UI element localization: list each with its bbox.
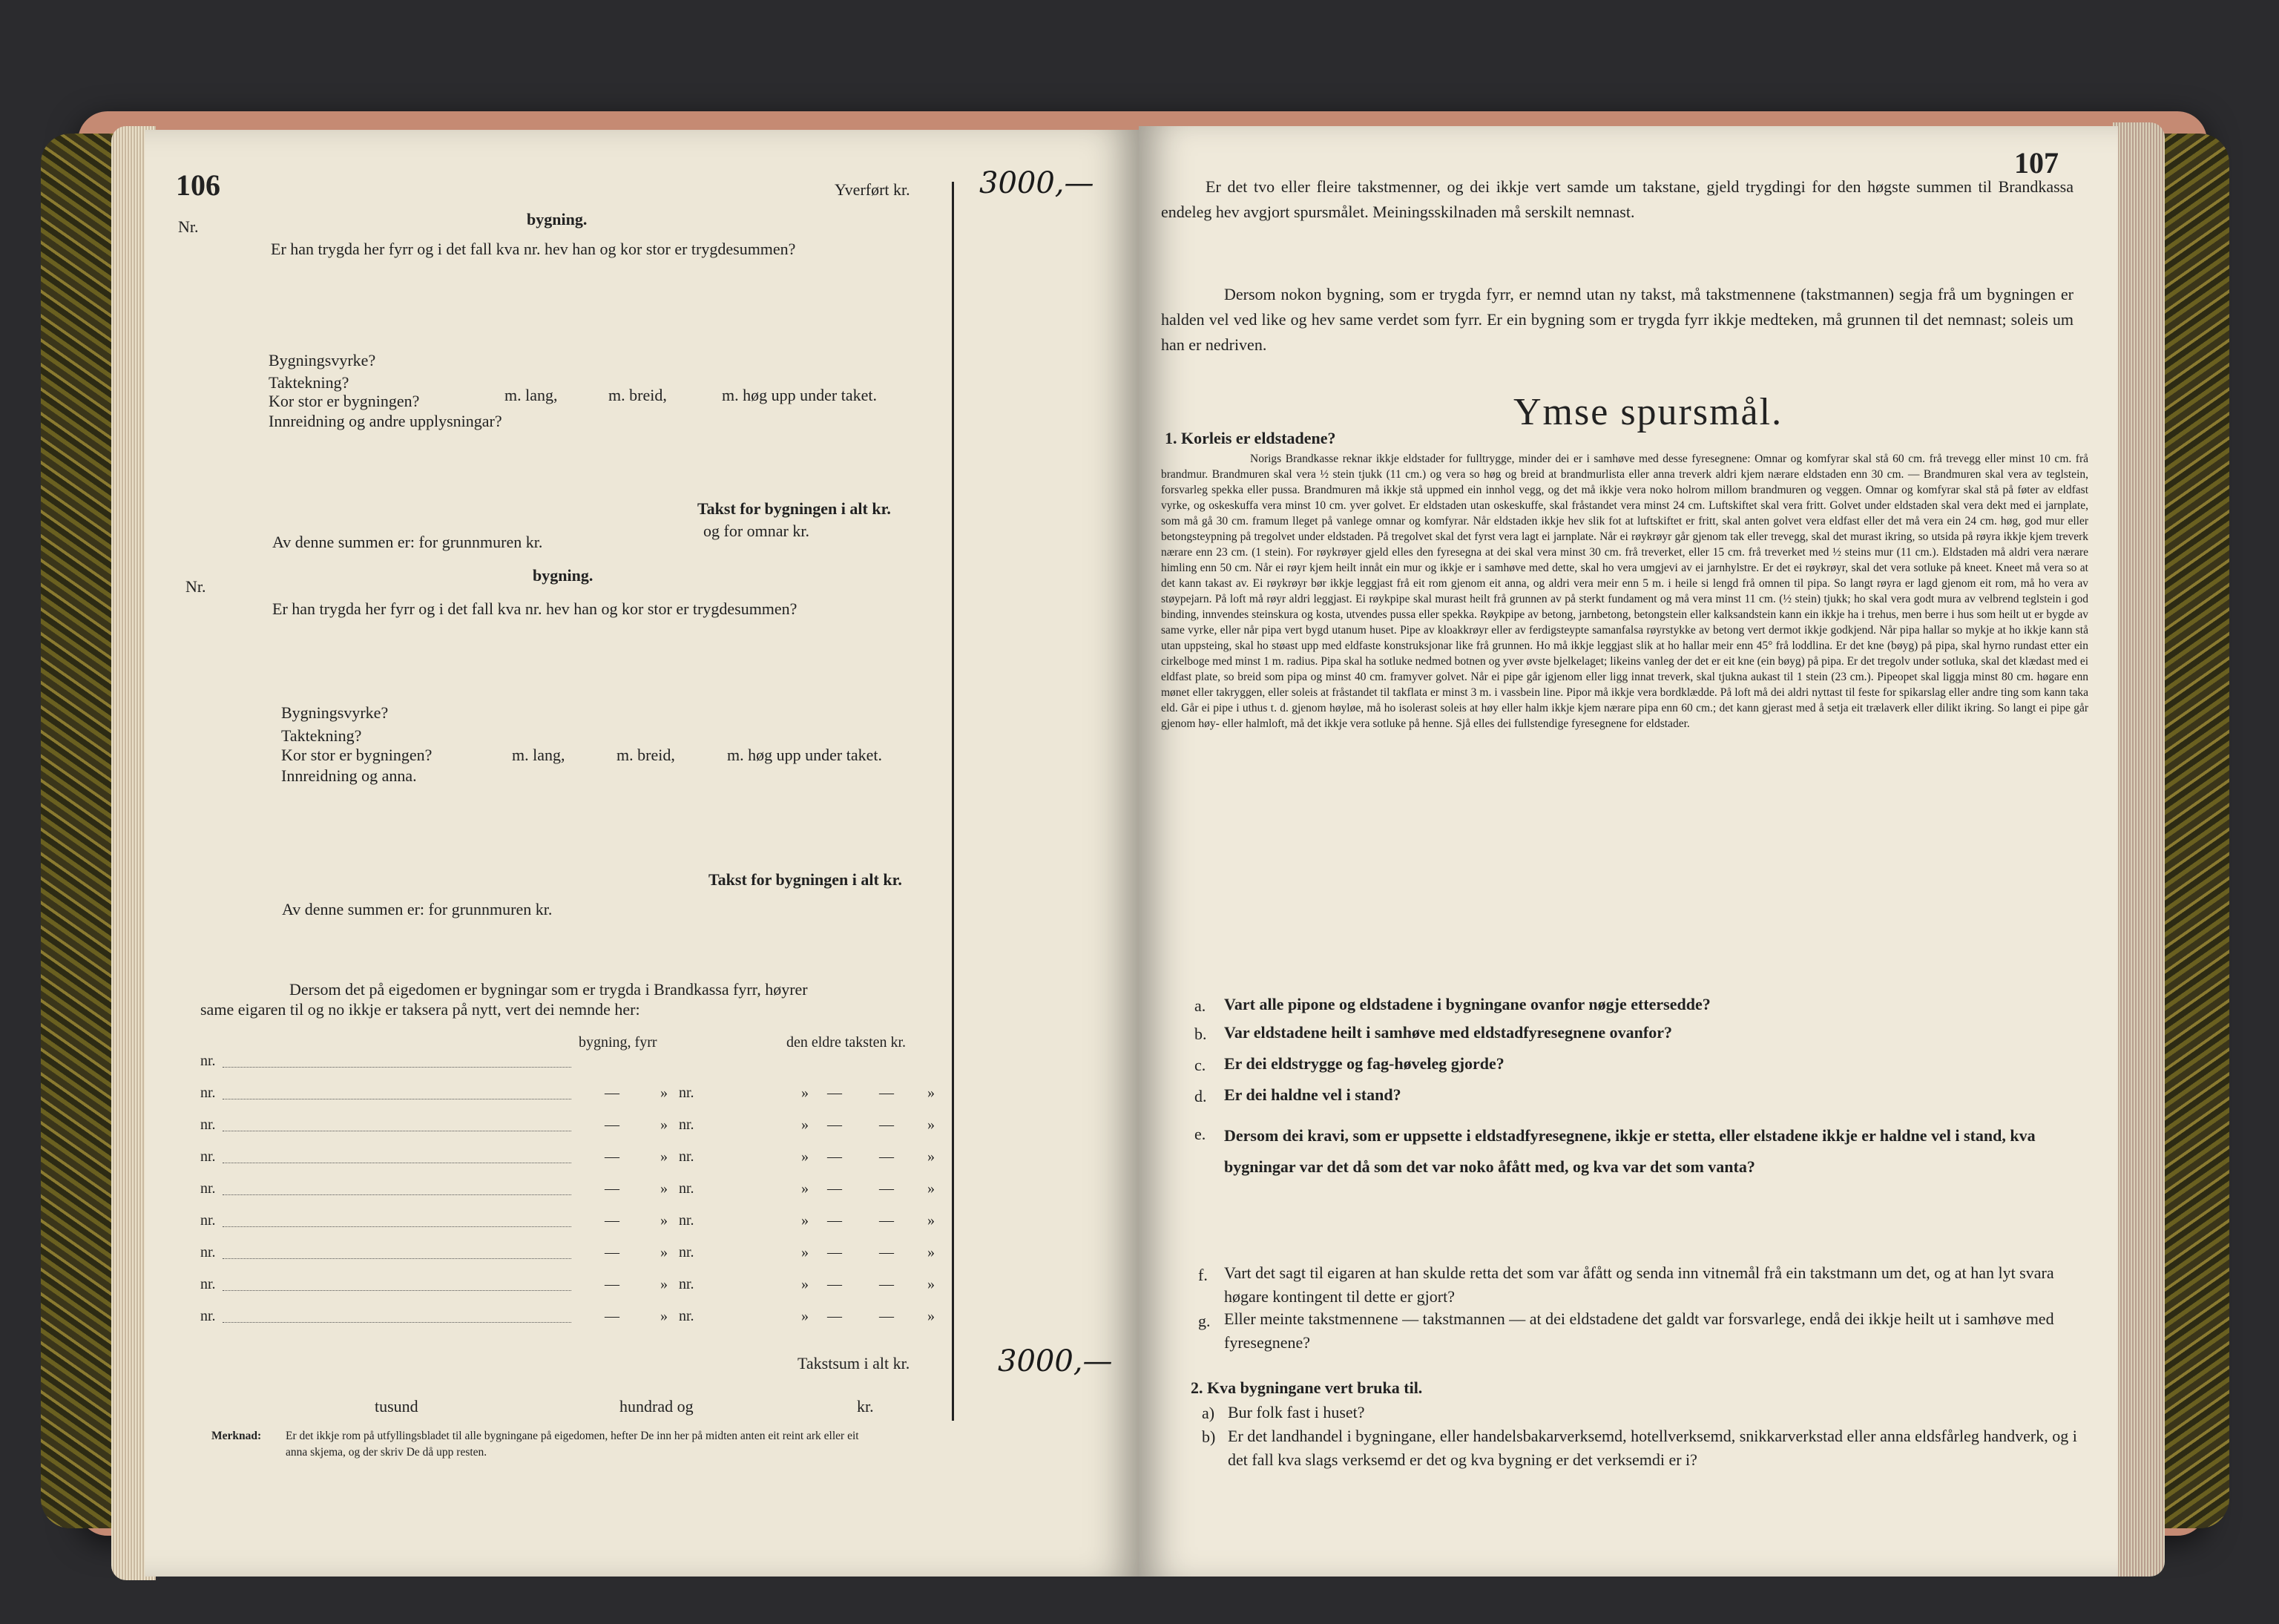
table-row-quote-2: »: [801, 1308, 809, 1324]
m-breid-label: m. breid,: [608, 386, 667, 404]
page-number: 106: [176, 168, 220, 202]
takst-label: Takst for bygningen i alt kr.: [697, 499, 891, 518]
question-e-letter: e.: [1194, 1125, 1206, 1143]
kor-stor-label: Kor stor er bygningen?: [269, 392, 420, 410]
table-row-quote-2: »: [801, 1085, 809, 1101]
question-d-letter: d.: [1194, 1087, 1207, 1105]
question-a-letter: a.: [1194, 996, 1206, 1015]
question-f: Vart det sagt til eigaren at han skulde retta det som var åfått og senda inn vitnemål frå ein takstmann um det, og at han lyt svara høgare kontingent til dette er gjort?: [1224, 1263, 2054, 1306]
table-row-dash-2: —: [827, 1117, 842, 1133]
yverfort-label: Yverført kr.: [835, 180, 910, 199]
nr-label-2: Nr.: [185, 577, 206, 596]
kr-label: kr.: [857, 1397, 874, 1416]
m-lang-label-2: m. lang,: [512, 746, 565, 764]
question-2b-letter: b): [1202, 1427, 1216, 1446]
left-page: [145, 130, 1139, 1577]
dersom-paragraph: Dersom nokon bygning, som er trygda fyrr, er nemnd utan ny takst, må takstmennene (takstmannen) segja frå um bygningen er halden vel ved like og hev same verdet som fyrr. Er ein bygning som er trygda fyrr ikkje medteken, må grunnen til det nemnast; soleis um han er nedriven.: [1161, 285, 2074, 354]
tusund-label: tusund: [375, 1397, 418, 1416]
trygda-question-2: Er han trygda her fyrr og i det fall kva nr. hev han og kor stor er trygdesummen?: [272, 599, 798, 618]
table-row-dash-3: —: [879, 1276, 894, 1292]
table-row-dash: —: [605, 1276, 619, 1292]
bygning-label-2: bygning.: [533, 566, 593, 585]
takstsum-handwritten: 3000,—: [998, 1344, 1113, 1378]
hundrad-label: hundrad og: [619, 1397, 694, 1416]
dersom-text-1: Dersom det på eigedomen er bygningar som er trygda i Brandkassa fyrr, høyrer: [289, 980, 808, 999]
takstsum-label: Takstsum i alt kr.: [798, 1354, 910, 1372]
grunnmuren-label: Av denne summen er: for grunnmuren kr.: [272, 533, 543, 551]
table-row-quote-3: »: [927, 1180, 935, 1197]
page-number-right: 107: [2014, 146, 2059, 180]
bygningsvyrke-label: Bygningsvyrke?: [269, 351, 376, 369]
table-row-nr-label: nr.: [200, 1053, 216, 1069]
question-e: Dersom dei kravi, som er uppsette i eldstadfyresegnene, ikkje er stetta, eller elstadene ikkje er haldne vel i stand, kva bygningar var det då som det var noko åfått med, og kva var det som vanta?: [1224, 1126, 2036, 1176]
right-page: [1139, 126, 2118, 1577]
table-row-nr: nr.: [679, 1117, 694, 1133]
question-2a-letter: a): [1202, 1404, 1215, 1422]
grunnmuren-label-2: Av denne summen er: for grunnmuren kr.: [282, 900, 553, 918]
table-row-dotted-line: [223, 1194, 571, 1195]
table-row-quote: »: [660, 1117, 668, 1133]
table-row-dash: —: [605, 1085, 619, 1101]
table-row-dash-3: —: [879, 1212, 894, 1229]
table-row-dash-3: —: [879, 1085, 894, 1101]
table-row-quote-3: »: [927, 1148, 935, 1165]
table-row-dash: —: [605, 1212, 619, 1229]
table-row-nr: nr.: [679, 1212, 694, 1229]
bygning-label: bygning.: [527, 210, 588, 229]
table-row-dash: —: [605, 1180, 619, 1197]
column-rule: [952, 182, 954, 1421]
table-row-nr-label: nr.: [200, 1180, 216, 1197]
m-lang-label: m. lang,: [504, 386, 558, 404]
kor-stor-label-2: Kor stor er bygningen?: [281, 746, 433, 764]
trygda-question: Er han trygda her fyrr og i det fall kva nr. hev han og kor stor er trygdesummen?: [271, 240, 796, 258]
question-g-letter: g.: [1198, 1312, 1211, 1330]
yverfort-handwritten: 3000,—: [979, 166, 1094, 200]
table-row-quote-2: »: [801, 1276, 809, 1292]
question-a: Vart alle pipone og eldstadene i bygningane ovanfor nøgje ettersedde?: [1224, 995, 1711, 1013]
table-row-dash-3: —: [879, 1117, 894, 1133]
m-hog-label-2: m. høg upp under taket.: [727, 746, 882, 764]
table-row-nr-label: nr.: [200, 1276, 216, 1292]
table-row-dash-2: —: [827, 1276, 842, 1292]
question-b: Var eldstadene heilt i samhøve med eldstadfyresegnene ovanfor?: [1224, 1023, 1672, 1042]
m-breid-label-2: m. breid,: [616, 746, 675, 764]
table-row-nr-label: nr.: [200, 1244, 216, 1260]
table-row-quote: »: [660, 1212, 668, 1229]
col-eldre-takst: den eldre taksten kr.: [786, 1034, 907, 1051]
nr-label: Nr.: [178, 217, 199, 236]
dersom-text-2: same eigaren til og no ikkje er taksera på nytt, vert dei nemnde her:: [200, 1000, 640, 1019]
table-row-quote-3: »: [927, 1117, 935, 1133]
merknad-label: Merknad:: [211, 1430, 262, 1442]
table-row-dotted-line: [223, 1322, 571, 1323]
table-row-dash: —: [605, 1117, 619, 1133]
table-row-quote: »: [660, 1180, 668, 1197]
table-row-dash-2: —: [827, 1212, 842, 1229]
table-row-dash-3: —: [879, 1148, 894, 1165]
merknad-text-1: Er det ikkje rom på utfyllingsbladet til alle bygningane på eigedomen, hefter De inn her på midten anten eit reint ark eller eit: [286, 1430, 859, 1442]
question-f-letter: f.: [1198, 1266, 1208, 1284]
taktekning-label: Taktekning?: [269, 373, 349, 392]
table-row-nr-label: nr.: [200, 1117, 216, 1133]
fire-regulations-text: Norigs Brandkasse reknar ikkje eldstader for fulltrygge, minder dei er i samhøve med desse fyresegnene: Omnar og komfyrar skal stå 60 cm. frå trevegg eller minst 10 cm. frå brandmur. Brandmuren skal vera ½ stein tjukk (11 cm.) og vera so høg og breid at brandmurlista eller anna treverk aldri kjem nærare eldstaden enn 30 cm. — Brandmuren skal vera av teglstein, forsvarleg spekka eller pussa. Brandmuren må ikkje stå uppmed ein innhol vegg, og det må ikkje vera noko holrom millom brandmuren og veggen. Omnar og komfyrar skal stå på føter av eldfast vyrke, og oskeskuffa vera minst 10 cm. yver golvet. Er eldstaden utan oskeskuffe, skal fråstandet vera minst 24 cm. Luftskiftet skal vera fritt. Golvet under eldstaden skal vera dekt med ei jarnplate, som må gå 30 cm. framum lleget på vanlege omnar og komfyrar. Når eldstaden ikkje hev slik fot at luftskiftet er fritt, skal anten golvet vera eldfast eller det må vera ein 24 cm. høg, god mur eller betongsteypning på tregolvet under eldstaden. På tregolvet skal det fyrst vera lagt ei jarnplate. Når ei røykrøyr går gjenom tak eller trevegg, skal det murast ikring, so utsida på røyra ikkje kjem treverk nærare enn 23 cm. (1 stein). For røykrøyer gjeld elles den fyresegna at dei skal vera minst 30 cm. frå treverket, eller 15 cm. frå treverket med ½ steins mur (11 cm.). Eldstaden må aldri vera nærare himling enn 50 cm. Når ei røyr kjem heilt innåt ein mur og ikkje er i samhøve med dette, skal ho vera umgjevi av ei jarnhylstre. Er det ei røykrøyr, skal det vera sotluke på kneet. Kneet må vera so at det kann takast av. Ei røykrøyr bør ikkje leggjast frå eit rom gjenom eit anna, og aldri vera meir enn 5 m. i heile si lengd frå omnen til pipa. So langt røyra er lagd gjenom eit rom, må ho vera av støypejarn. På loft må røyr aldri leggjast. Ei røykpipe skal murast heilt frå grunnen av på sterkt fundament og må vera minst 11 cm. (½ stein) tjukk; ho skal vera godt mura av velbrend teglstein i god binding, innvendes steinskura og kosta, utvendes pussa eller spekka. Røykpipe av betong, jarnbetong, betongstein eller kalksandstein kann ein ikkje ha i trehus, men berre i hus som heilt ut er bygde av same vyrke, eller når pipa vert bygd utanum huset. Pipe av kloakkrøyr eller av ferdigsteypte samanfalsa røyrstykke av betong vert dermot ikkje godkjend. Når pipa hallar so mykje at ho ikkje kann stå utan uppsteing, skal ho støast upp med eldfaste konstruksjonar like frå grunnen. Ho må ikkje leggjast slik at ho hallar meir enn 45° frå loddlina. Er det kne (bøyg) på pipa, skal hyrno rundast etter ein cirkelboge med minst 1 m. radius. Pipa skal ha sotluke nedmed botnen og yver øvste bjelkelaget; likeins vanleg der det er eit kne (ein bøyg) på pipa. Er det tregolv under sotluka, skal det klædast med ei eldfast plate, so breid som pipa og minst 40 cm. framyver golvet. Når ei pipe går igjenom eller ligg innat treverk, skal tjukna aukast til 1 stein (23 cm.). Pipeopet skal liggja minst 80 cm. høgare enn mønet eller takryggen, eller soleis at fråstandet til takflata er minst 3 m. i vassbein line. Pipor må ikkje vera bordklædde. På loft må dei aldri nyttast til feste for spikarslag eller andre ting som kann taka eld. Går ei pipe i uthus t. d. gjenom høyløe, må ho isolerast soleis at høy eller halm ikkje kjem nærare pipa enn 60 cm.; det kann gjerast med å setja eit trælaverk eller dilikt ikring. So langt ei pipe går gjenom høy- eller halmloft, må det ikkje vera sotluke på henne. Sjå elles dei fullstendige fyresegnene for eldstader.: [1161, 453, 2089, 730]
table-row-nr: nr.: [679, 1276, 694, 1292]
bygningsvyrke-label-2: Bygningsvyrke?: [281, 703, 389, 722]
table-row-quote-3: »: [927, 1085, 935, 1101]
table-row-nr-label: nr.: [200, 1308, 216, 1324]
table-row-dash-2: —: [827, 1148, 842, 1165]
table-row-dash-2: —: [827, 1308, 842, 1324]
table-row-quote: »: [660, 1308, 668, 1324]
intro-paragraph: Er det tvo eller fleire takstmenner, og dei ikkje vert samde um takstane, gjeld trygdingi for den høgste summen til Brandkassa endeleg hev avgjort spursmålet. Meiningsskilnaden må serskilt nemnast.: [1161, 177, 2074, 221]
merknad-text-2: anna skjema, og der skriv De då upp resten.: [286, 1446, 487, 1459]
table-row-dotted-line: [223, 1067, 571, 1068]
table-row-quote-2: »: [801, 1117, 809, 1133]
table-row-dash: —: [605, 1308, 619, 1324]
table-row-dash: —: [605, 1148, 619, 1165]
table-row-dash-2: —: [827, 1180, 842, 1197]
m-hog-label: m. høg upp under taket.: [722, 386, 877, 404]
question-c: Er dei eldstrygge og fag-høveleg gjorde?: [1224, 1054, 1504, 1073]
table-row-dash-2: —: [827, 1244, 842, 1260]
question-b-letter: b.: [1194, 1025, 1207, 1043]
table-row-nr: nr.: [679, 1085, 694, 1101]
table-row-dash-3: —: [879, 1244, 894, 1260]
table-row-quote: »: [660, 1085, 668, 1101]
innreidning-label: Innreidning og andre upplysningar?: [269, 412, 502, 430]
question-2a: Bur folk fast i huset?: [1228, 1403, 1365, 1421]
table-row-nr-label: nr.: [200, 1212, 216, 1229]
innreidning-label-2: Innreidning og anna.: [281, 766, 417, 785]
table-row-quote-3: »: [927, 1276, 935, 1292]
omnar-label: og for omnar kr.: [703, 522, 809, 540]
table-row-nr: nr.: [679, 1244, 694, 1260]
table-row-nr: nr.: [679, 1308, 694, 1324]
table-row-quote: »: [660, 1276, 668, 1292]
question-2: 2. Kva bygningane vert bruka til.: [1191, 1378, 1423, 1397]
table-row-dash-3: —: [879, 1308, 894, 1324]
table-row-quote: »: [660, 1148, 668, 1165]
col-bygning-fyrr: bygning, fyrr: [579, 1034, 657, 1051]
table-row-nr-label: nr.: [200, 1148, 216, 1165]
table-row-quote-2: »: [801, 1180, 809, 1197]
table-row-nr: nr.: [679, 1180, 694, 1197]
question-2b: Er det landhandel i bygningane, eller handelsbakarverksemd, hotellverksemd, snikkarverkstad eller anna eldsfårleg handverk, og i det fall kva slags verksemd er det og kva bygning er det verksemdi er i?: [1228, 1427, 2077, 1469]
table-row-dotted-line: [223, 1258, 571, 1259]
table-row-nr-label: nr.: [200, 1085, 216, 1101]
table-row-dash-3: —: [879, 1180, 894, 1197]
question-g: Eller meinte takstmennene — takstmannen — at dei eldstadene det galdt var forsvarlege, endå dei ikkje heilt ut i samhøve med fyresegnene?: [1224, 1309, 2054, 1352]
question-c-letter: c.: [1194, 1056, 1206, 1074]
page-edges-right: [2113, 122, 2165, 1577]
question-1: 1. Korleis er eldstadene?: [1165, 429, 1336, 447]
table-row-nr: nr.: [679, 1148, 694, 1165]
table-row-quote-3: »: [927, 1244, 935, 1260]
table-row-quote-3: »: [927, 1308, 935, 1324]
table-row-dotted-line: [223, 1290, 571, 1291]
takst-label-2: Takst for bygningen i alt kr.: [708, 870, 902, 889]
question-d: Er dei haldne vel i stand?: [1224, 1085, 1401, 1104]
table-row-quote-2: »: [801, 1244, 809, 1260]
taktekning-label-2: Taktekning?: [281, 726, 362, 745]
table-row-quote-3: »: [927, 1212, 935, 1229]
marbled-cover-left: [41, 134, 122, 1528]
table-row-quote: »: [660, 1244, 668, 1260]
table-row-quote-2: »: [801, 1148, 809, 1165]
table-row-dash: —: [605, 1244, 619, 1260]
section-heading: Ymse spursmål.: [1513, 391, 1783, 433]
table-row-dash-2: —: [827, 1085, 842, 1101]
table-row-quote-2: »: [801, 1212, 809, 1229]
table-row-dotted-line: [223, 1226, 571, 1227]
